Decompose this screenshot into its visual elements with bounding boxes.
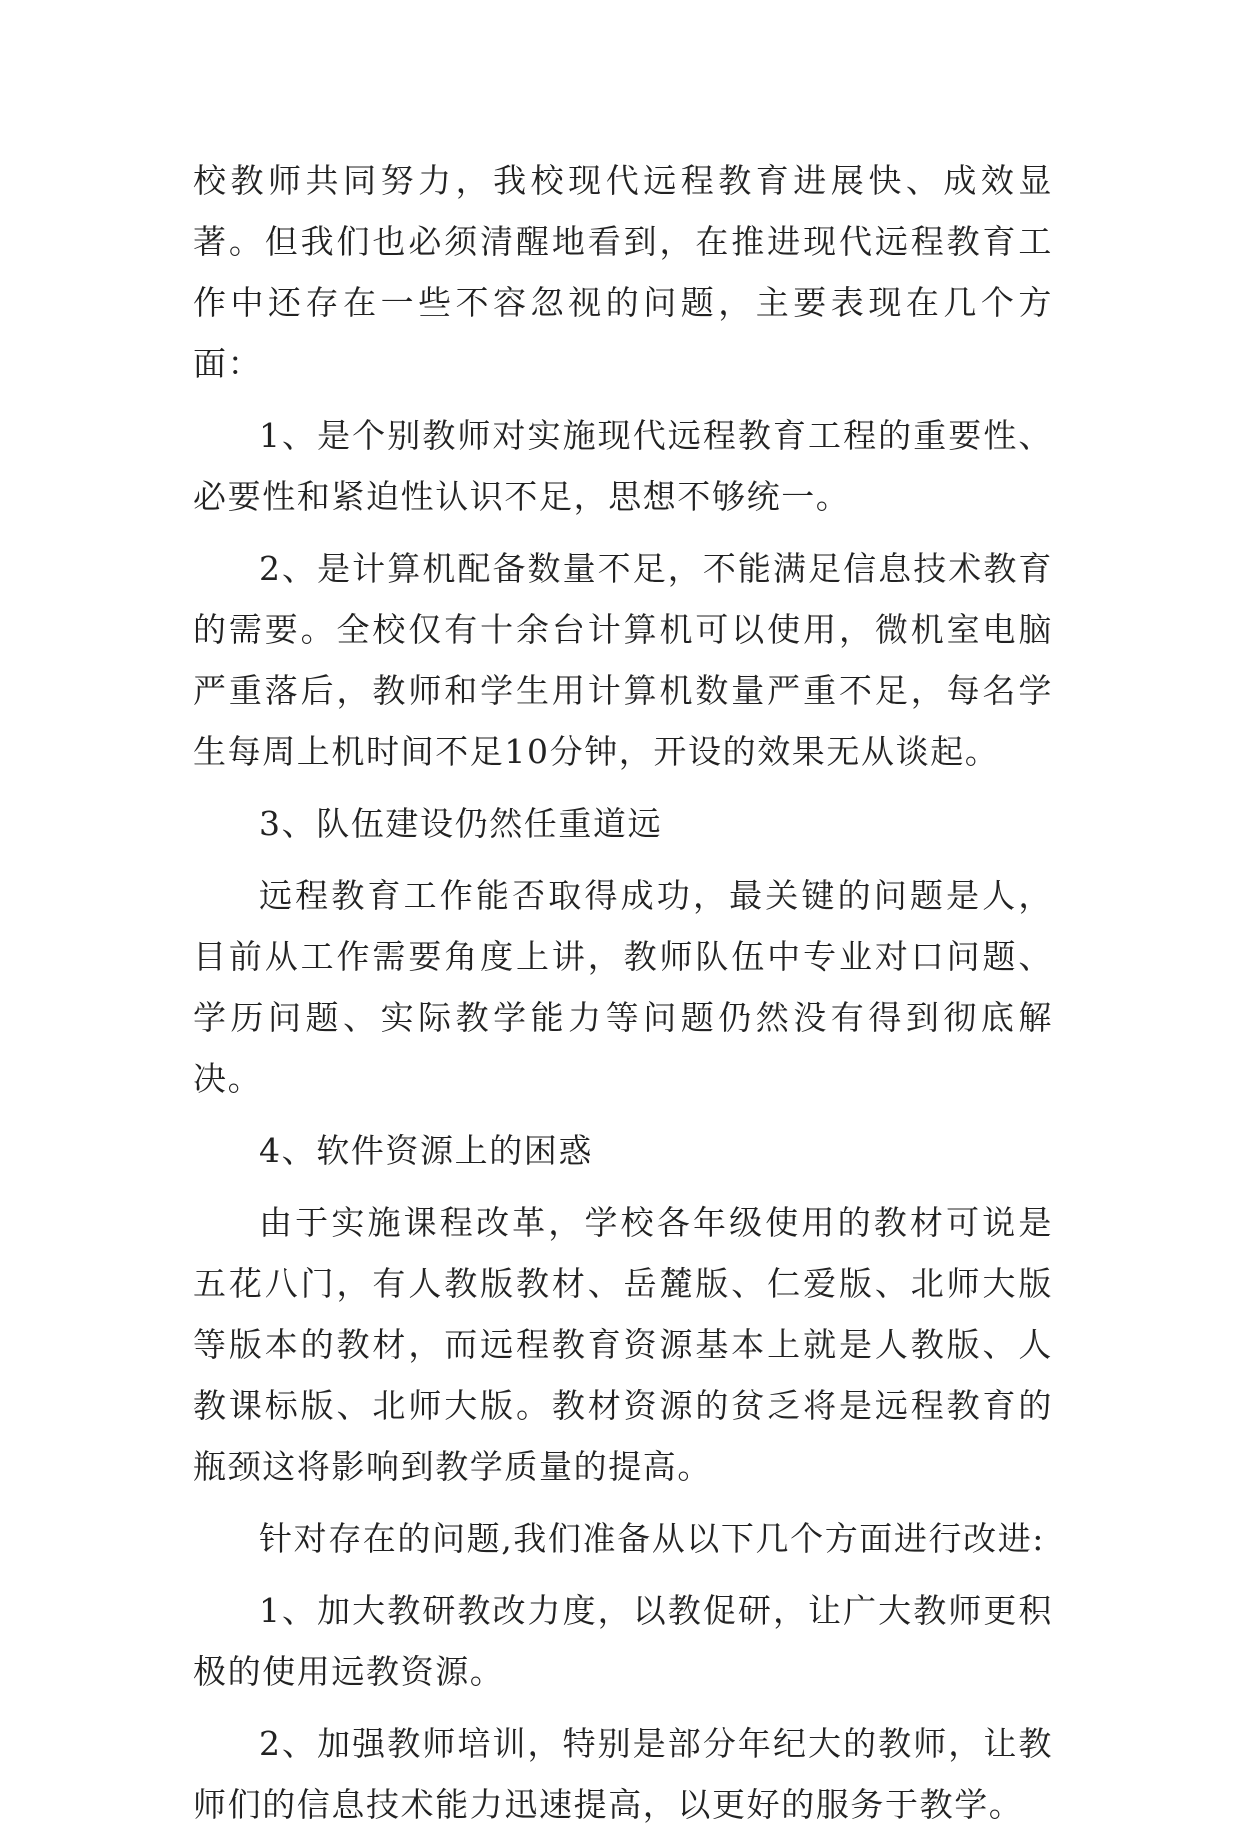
paragraph-problem-2: 2、是计算机配备数量不足，不能满足信息技术教育的需要。全校仅有十余台计算机可以使用，微机室电脑严重落后，教师和学生用计算机数量严重不足，每名学生每周上机时间不足10分钟，开设的效果无从谈起。 [193,549,1053,771]
heading-problem-3: 3、队伍建设仍然任重道远 [259,804,663,843]
paragraph-improvement-1: 1、加大教研教改力度，以教促研，让广大教师更积极的使用远教资源。 [193,1591,1053,1691]
paragraph-problem-1: 1、是个别教师对实施现代远程教育工程的重要性、必要性和紧迫性认识不足，思想不够统一。 [193,416,1053,516]
paragraph-intro-continued: 校教师共同努力，我校现代远程教育进展快、成效显著。但我们也必须清醒地看到，在推进现代远程教育工作中还存在一些不容忽视的问题，主要表现在几个方面： [193,161,1053,383]
paragraph-improvement-2: 2、加强教师培训，特别是部分年纪大的教师，让教师们的信息技术能力迅速提高，以更好的服务于教学。 [193,1724,1053,1824]
document-body [193,150,1053,1846]
paragraph-improvement-intro: 针对存在的问题,我们准备从以下几个方面进行改进: [259,1519,1046,1558]
paragraph-problem-4: 由于实施课程改革，学校各年级使用的教材可说是五花八门，有人教版教材、岳麓版、仁爱版、北师大版等版本的教材，而远程教育资源基本上就是人教版、人教课标版、北师大版。教材资源的贫乏将是远程教育的瓶颈这将影响到教学质量的提高。 [193,1203,1053,1486]
paragraph-problem-3: 远程教育工作能否取得成功，最关键的问题是人，目前从工作需要角度上讲，教师队伍中专业对口问题、学历问题、实际教学能力等问题仍然没有得到彻底解决。 [193,876,1053,1098]
heading-problem-4: 4、软件资源上的困惑 [259,1131,593,1170]
